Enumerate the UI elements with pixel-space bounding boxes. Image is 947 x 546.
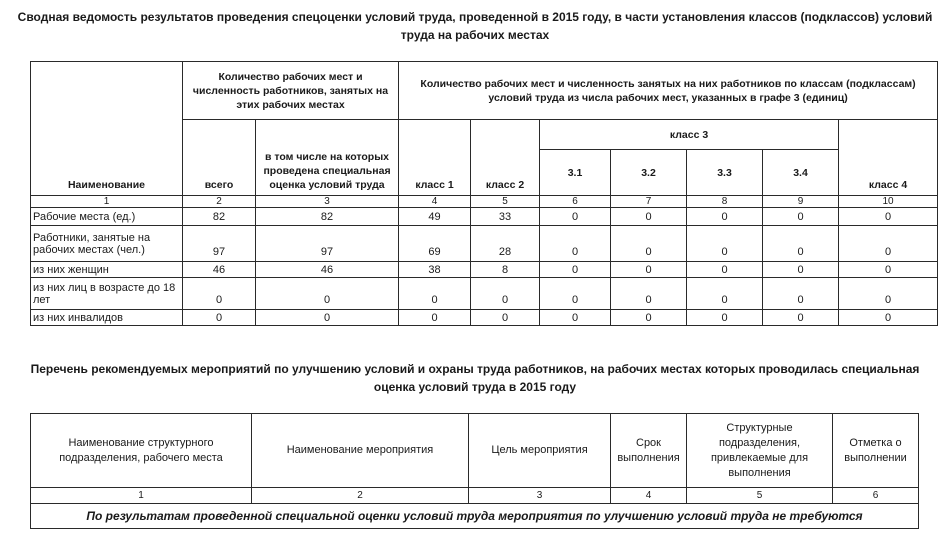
column-number: 5: [471, 196, 540, 208]
header-total: всего: [183, 120, 256, 196]
cell-value: 69: [399, 226, 471, 262]
cell-value: 33: [471, 208, 540, 226]
cell-value: 0: [611, 310, 687, 326]
table-row: [31, 278, 938, 310]
cell-value: 0: [763, 226, 839, 262]
cell-value: 97: [183, 226, 256, 262]
column-number: 2: [183, 196, 256, 208]
column-number: 6: [540, 196, 611, 208]
cell-value: 28: [471, 226, 540, 262]
cell-value: 0: [839, 226, 938, 262]
header-class-2: класс 2: [471, 120, 540, 196]
column-number: 1: [31, 488, 252, 504]
cell-value: 0: [471, 278, 540, 310]
cell-value: 0: [839, 310, 938, 326]
table-row: [31, 262, 938, 278]
cell-value: 0: [763, 310, 839, 326]
cell-value: 0: [687, 262, 763, 278]
header-deadline: Срок выполнения: [611, 414, 687, 488]
cell-value: 0: [687, 208, 763, 226]
cell-value: 0: [183, 278, 256, 310]
cell-value: 0: [540, 262, 611, 278]
row-label: Рабочие места (ед.): [31, 208, 183, 226]
column-number: 6: [833, 488, 919, 504]
header-subclass-3-3: 3.3: [687, 150, 763, 196]
table-row: [31, 226, 938, 262]
column-number: 8: [687, 196, 763, 208]
row-label: из них женщин: [31, 262, 183, 278]
cell-value: 0: [256, 278, 399, 310]
cell-value: 0: [611, 262, 687, 278]
cell-value: 46: [183, 262, 256, 278]
header-involved-departments: Структурные подразделения, привлекаемые для выполнения: [687, 414, 833, 488]
header-special-assessment: в том числе на которых проведена специальная оценка условий труда: [256, 120, 399, 196]
row-label: из них лиц в возрасте до 18 лет: [31, 278, 183, 310]
header-measure-goal: Цель мероприятия: [469, 414, 611, 488]
header-subclass-3-2: 3.2: [611, 150, 687, 196]
cell-value: 49: [399, 208, 471, 226]
cell-value: 0: [540, 208, 611, 226]
cell-value: 82: [256, 208, 399, 226]
cell-value: 0: [540, 278, 611, 310]
column-numbers-row: [31, 488, 919, 504]
header-name: Наименование: [31, 62, 183, 196]
header-group-workplaces: Количество рабочих мест и численность работников, занятых на этих рабочих местах: [183, 62, 399, 120]
cell-value: 0: [839, 278, 938, 310]
cell-value: 38: [399, 262, 471, 278]
cell-value: 0: [540, 226, 611, 262]
cell-value: 0: [839, 208, 938, 226]
header-subclass-3-1: 3.1: [540, 150, 611, 196]
column-numbers-row: [31, 196, 938, 208]
cell-value: 0: [611, 208, 687, 226]
column-number: 4: [611, 488, 687, 504]
cell-value: 0: [611, 226, 687, 262]
header-class-3: класс 3: [540, 120, 839, 150]
cell-value: 0: [687, 278, 763, 310]
header-department: Наименование структурного подразделения, рабочего места: [31, 414, 252, 488]
row-label: из них инвалидов: [31, 310, 183, 326]
measures-title: Перечень рекомендуемых мероприятий по улучшению условий и охраны труда работников, на рабочих местах которых проводилась специальная оценка условий труда в 2015 году: [30, 362, 920, 394]
column-number: 3: [469, 488, 611, 504]
cell-value: 0: [611, 278, 687, 310]
cell-value: 0: [256, 310, 399, 326]
column-number: 7: [611, 196, 687, 208]
cell-value: 82: [183, 208, 256, 226]
header-subclass-3-4: 3.4: [763, 150, 839, 196]
header-completion-mark: Отметка о выполнении: [833, 414, 919, 488]
cell-value: 0: [839, 262, 938, 278]
cell-value: 0: [763, 262, 839, 278]
cell-value: 0: [540, 310, 611, 326]
cell-value: 0: [687, 226, 763, 262]
column-number: 5: [687, 488, 833, 504]
cell-value: 0: [687, 310, 763, 326]
header-class-1: класс 1: [399, 120, 471, 196]
measures-table: [30, 413, 919, 529]
column-number: 10: [839, 196, 938, 208]
cell-value: 0: [183, 310, 256, 326]
cell-value: 0: [399, 310, 471, 326]
cell-value: 46: [256, 262, 399, 278]
column-number: 4: [399, 196, 471, 208]
cell-value: 0: [763, 208, 839, 226]
header-class-4: класс 4: [839, 120, 938, 196]
row-label: Работники, занятые на рабочих местах (чел.): [31, 226, 183, 262]
cell-value: 0: [399, 278, 471, 310]
cell-value: 8: [471, 262, 540, 278]
column-number: 9: [763, 196, 839, 208]
cell-value: 97: [256, 226, 399, 262]
summary-table: [30, 61, 938, 326]
column-number: 3: [256, 196, 399, 208]
header-group-classes: Количество рабочих мест и численность занятых на них работников по классам (подклассам) условий труда из числа рабочих мест, указанных в графе 3 (единиц): [399, 62, 938, 120]
table-row: [31, 208, 938, 226]
no-measures-note: По результатам проведенной специальной оценки условий труда мероприятия по улучшению условий труда не требуются: [31, 504, 919, 529]
column-number: 1: [31, 196, 183, 208]
column-number: 2: [252, 488, 469, 504]
cell-value: 0: [471, 310, 540, 326]
table-row: [31, 310, 938, 326]
header-measure-name: Наименование мероприятия: [252, 414, 469, 488]
summary-title: Сводная ведомость результатов проведения спецоценки условий труда, проведенной в 2015 году, в части установления классов (подклассов) условий труда на рабочих местах: [17, 10, 933, 42]
cell-value: 0: [763, 278, 839, 310]
